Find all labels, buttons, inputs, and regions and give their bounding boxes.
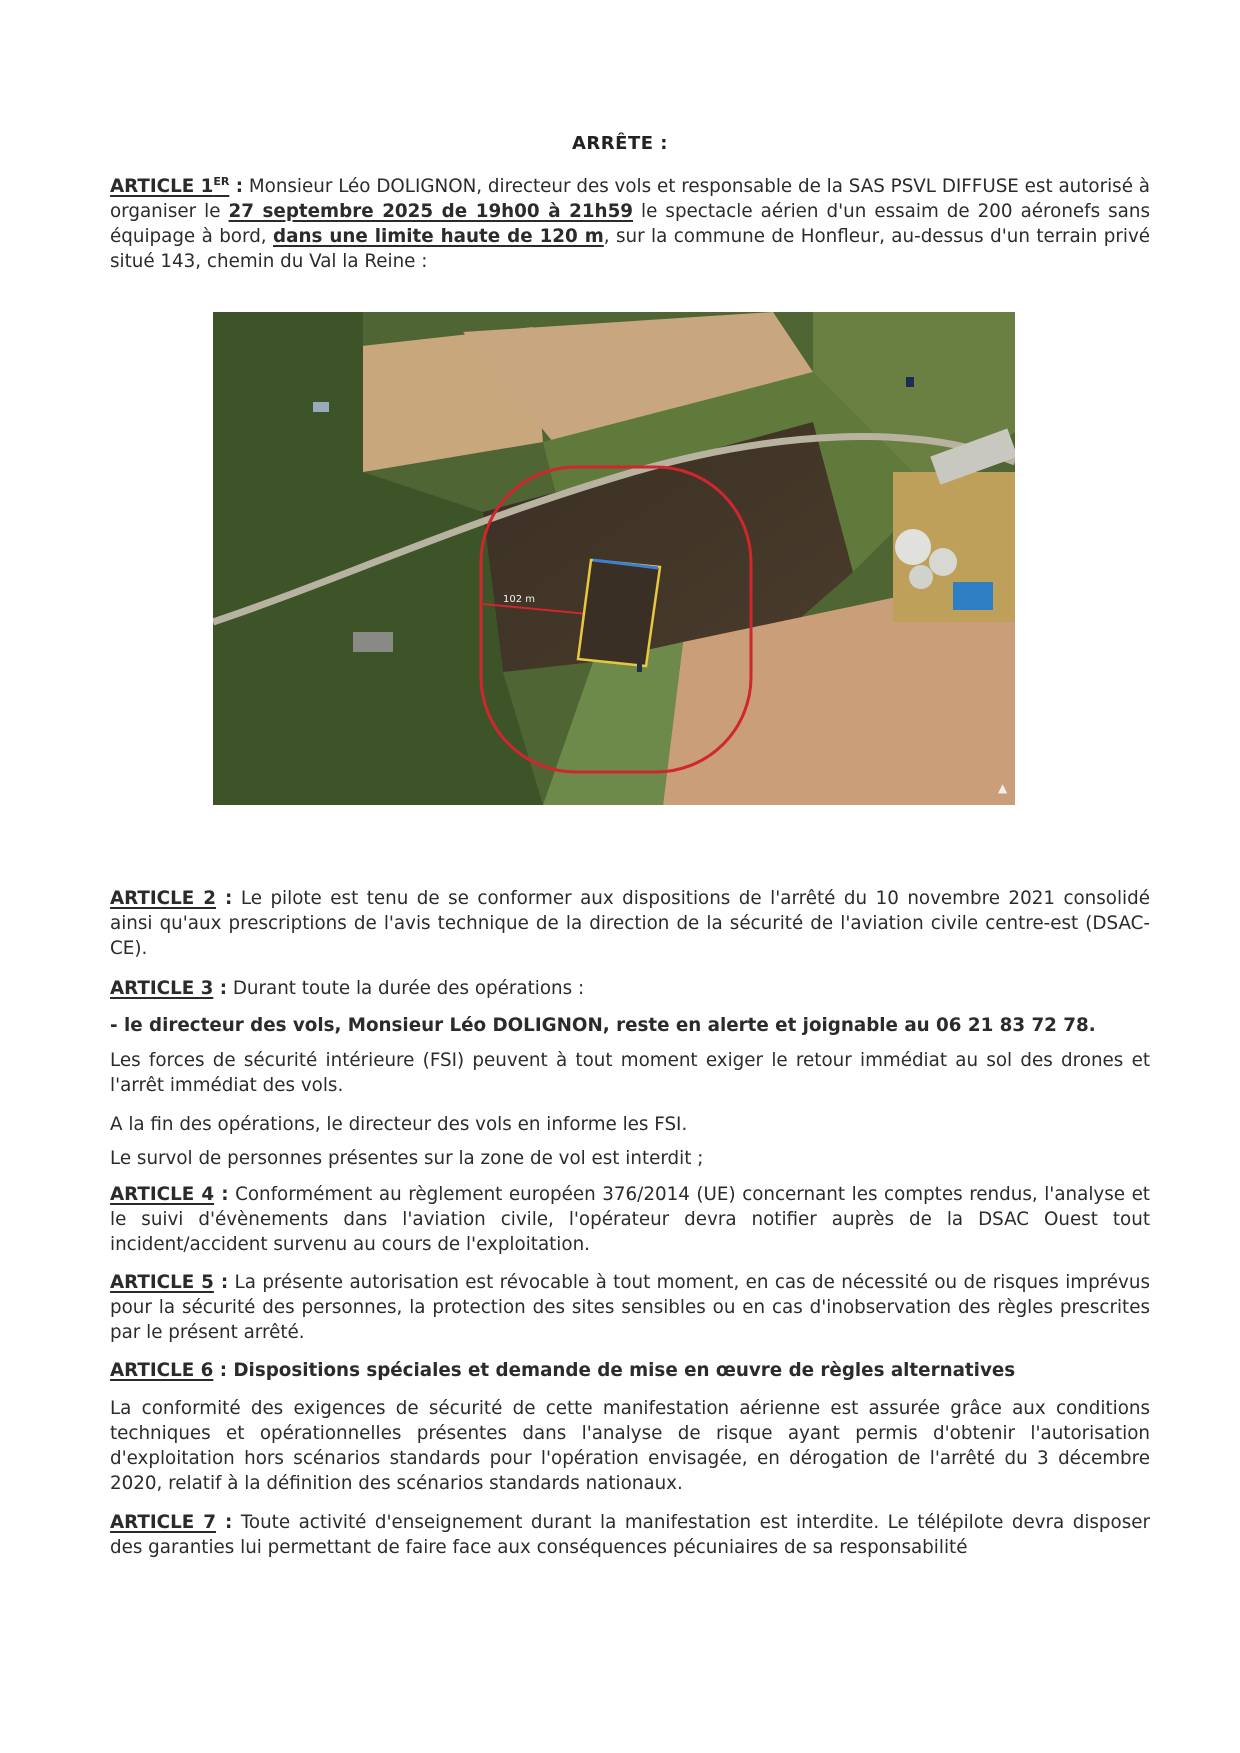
article-3-text: Durant toute la durée des opérations : <box>227 978 585 999</box>
article-6-label: ARTICLE 6 <box>110 1360 214 1381</box>
launch-area <box>578 560 660 666</box>
satellite-map-svg <box>213 312 1015 805</box>
distance-label: 102 m <box>503 594 536 605</box>
article-7: ARTICLE 7 : Toute activité d'enseignement durant la manifestation est interdite. Le télépilote devra disposer des garanties lui permettant de faire face aux conséquences pécuniaires de sa responsabilité <box>110 1512 1150 1558</box>
pool-small <box>313 402 329 412</box>
article-5-label: ARTICLE 5 <box>110 1272 214 1293</box>
satellite-map-image <box>213 312 1015 805</box>
article-4-label: ARTICLE 4 <box>110 1184 215 1205</box>
building <box>353 632 393 652</box>
article-4-text: Conformément au règlement européen 376/2014 (UE) concernant les comptes rendus, l'analyse et le suivi d'évènements dans l'aviation civile, l'opérateur devra notifier auprès de la DSAC Ouest tout incident/accident survenu au cours de l'exploitation. <box>110 1184 1150 1255</box>
article-2: ARTICLE 2 : Le pilote est tenu de se conformer aux dispositions de l'arrêté du 10 novembre 2021 consolidé ainsi qu'aux prescriptions de l'avis technique de la direction de la sécurité de l'aviation civile centre-est (DSAC-CE). <box>110 888 1150 959</box>
article-6: ARTICLE 6 : Dispositions spéciales et demande de mise en œuvre de règles alternatives <box>110 1360 1016 1381</box>
article-5-text: La présente autorisation est révocable à tout moment, en cas de nécessité ou de risques imprévus pour la sécurité des personnes, la protection des sites sensibles ou en cas d'inobservation des règles prescrites par le présent arrêté. <box>110 1272 1150 1343</box>
article-3-p3: Le survol de personnes présentes sur la zone de vol est interdit ; <box>110 1148 704 1169</box>
article-3-p2: A la fin des opérations, le directeur des vols en informe les FSI. <box>110 1114 688 1135</box>
article-1: ARTICLE 1ER : Monsieur Léo DOLIGNON, directeur des vols et responsable de la SAS PSVL DIFFUSE est autorisé à organiser le 27 septembre 2025 de 19h00 à 21h59 le spectacle aérien d'un essaim de 200 aéronefs sans équipage à bord, dans une limite haute de 120 m, sur la commune de Honfleur, au-dessus d'un terrain privé situé 143, chemin du Val la Reine : <box>110 175 1151 273</box>
article-2-label: ARTICLE 2 <box>110 888 216 909</box>
article-3: ARTICLE 3 : Durant toute la durée des opérations : <box>110 978 585 999</box>
page-title: ARRÊTE : <box>572 133 668 154</box>
article-1-date: 27 septembre 2025 de 19h00 à 21h59 <box>228 201 634 223</box>
article-1-label: ARTICLE 1ER <box>110 175 230 198</box>
article-4: ARTICLE 4 : Conformément au règlement européen 376/2014 (UE) concernant les comptes rendus, l'analyse et le suivi d'évènements dans l'aviation civile, l'opérateur devra notifier auprès de la DSAC Ouest tout incident/accident survenu au cours de l'exploitation. <box>110 1184 1150 1255</box>
article-7-label: ARTICLE 7 <box>110 1512 216 1533</box>
article-5: ARTICLE 5 : La présente autorisation est révocable à tout moment, en cas de nécessité ou de risques imprévus pour la sécurité des personnes, la protection des sites sensibles ou en cas d'inobservation des règles prescrites par le présent arrêté. <box>110 1272 1150 1343</box>
tank-2 <box>929 548 957 576</box>
article-1-text-2: le spectacle aérien d'un essaim de 200 aéronefs sans équipage à bord, <box>110 201 1150 248</box>
tank-1 <box>895 529 931 565</box>
article-1-text-3: , sur la commune de Honfleur, au-dessus d'un terrain privé situé 143, chemin du Val la Reine : <box>110 226 1151 273</box>
article-1-limit: dans une limite haute de 120 m <box>273 226 604 248</box>
article-3-bullet: - le directeur des vols, Monsieur Léo DOLIGNON, reste en alerte et joignable au 06 21 83 72 78. <box>110 1015 1096 1036</box>
article-6-text: La conformité des exigences de sécurité de cette manifestation aérienne est assurée grâce aux conditions techniques et opérationnelles présentes dans l'analyse de risque ayant permis d'obtenir l'autorisation d'exploitation hors scénarios standards pour l'opération envisagée, en dérogation de l'arrêté du 3 décembre 2020, relatif à la définition des scénarios standards nationaux. <box>110 1398 1150 1494</box>
article-3-p1: Les forces de sécurité intérieure (FSI) peuvent à tout moment exiger le retour immédiat au sol des drones et l'arrêt immédiat des vols. <box>110 1050 1150 1096</box>
article-7-text: Toute activité d'enseignement durant la manifestation est interdite. Le télépilote devra disposer des garanties lui permettant de faire face aux conséquences pécuniaires de sa responsabilité <box>110 1512 1150 1558</box>
article-3-label: ARTICLE 3 <box>110 978 214 999</box>
pool-blue <box>953 582 993 610</box>
article-1-text-1: Monsieur Léo DOLIGNON, directeur des vols et responsable de la SAS PSVL DIFFUSE est autorisé à organiser le <box>110 176 1150 223</box>
tank-3 <box>909 565 933 589</box>
article-6-title: Dispositions spéciales et demande de mise en œuvre de règles alternatives <box>233 1360 1016 1381</box>
marker <box>906 377 914 387</box>
marker-2 <box>637 662 642 672</box>
article-2-text: Le pilote est tenu de se conformer aux dispositions de l'arrêté du 10 novembre 2021 consolidé ainsi qu'aux prescriptions de l'avis technique de la direction de la sécurité de l'aviation civile centre-est (DSAC-CE). <box>110 888 1150 959</box>
north-arrow-icon: ▲ <box>998 781 1008 795</box>
